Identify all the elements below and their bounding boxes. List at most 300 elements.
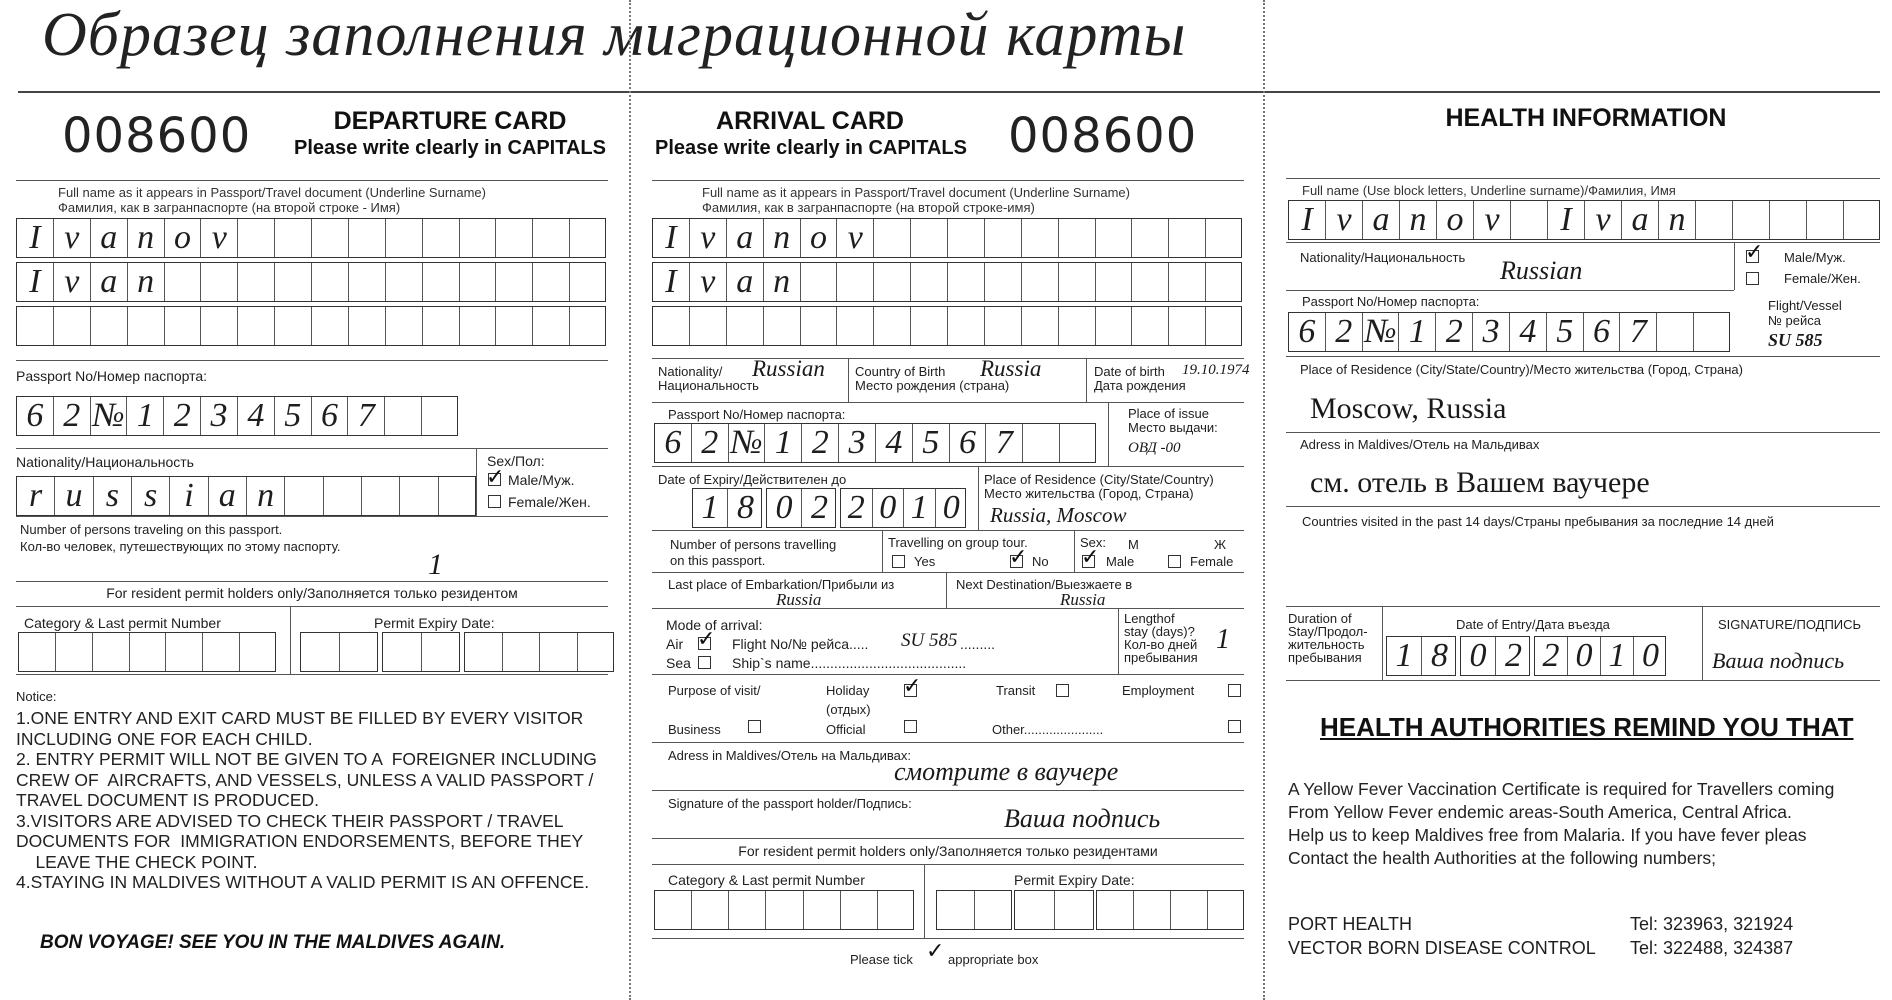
char-box[interactable] — [312, 263, 349, 301]
dep-bon-voyage: BON VOYAGE! SEE YOU IN THE MALDIVES AGAIN. — [40, 932, 506, 953]
arr-permit-day-field[interactable] — [936, 890, 1012, 930]
char-box[interactable]: I — [653, 219, 690, 257]
arr-transit-checkbox[interactable] — [1056, 684, 1069, 697]
char-box[interactable]: 2 — [1505, 637, 1522, 674]
char-box[interactable] — [275, 307, 312, 345]
health-address-value[interactable]: см. отель в Вашем ваучере — [1310, 466, 1650, 499]
char-box[interactable] — [837, 307, 874, 345]
char-box[interactable] — [460, 263, 497, 301]
arr-group-label: Travelling on group tour. — [888, 535, 1028, 550]
char-box[interactable]: a — [1622, 201, 1659, 239]
health-duration-label-4: пребывания — [1288, 650, 1362, 665]
char-box[interactable]: 2 — [1326, 313, 1363, 351]
char-box[interactable]: o — [165, 219, 202, 257]
char-box[interactable]: I — [17, 219, 54, 257]
char-box[interactable]: 2 — [1535, 637, 1568, 675]
dep-persons-value[interactable]: 1 — [428, 548, 443, 581]
dep-category-field[interactable] — [18, 632, 276, 672]
arr-group-no-tick-icon: ✓ — [1009, 544, 1028, 569]
health-passport-label: Passport No/Номер паспорта: — [1302, 294, 1480, 309]
char-box[interactable] — [533, 219, 570, 257]
arr-employment-label: Employment — [1122, 683, 1195, 698]
char-box[interactable]: 3 — [1473, 313, 1510, 351]
char-box[interactable]: I — [1289, 201, 1326, 239]
char-box[interactable] — [1015, 891, 1055, 929]
char-box[interactable] — [837, 263, 874, 301]
char-box[interactable] — [878, 891, 915, 929]
char-box[interactable]: 6 — [655, 424, 692, 462]
char-box[interactable] — [91, 307, 128, 345]
arr-group-yes-checkbox[interactable] — [892, 555, 905, 568]
char-box[interactable]: № — [91, 397, 128, 435]
char-box[interactable]: o — [1437, 201, 1474, 239]
arr-embark-value[interactable]: Russia — [776, 590, 822, 609]
char-box[interactable]: 1 — [693, 489, 728, 527]
char-box[interactable] — [362, 477, 400, 515]
char-box[interactable] — [312, 219, 349, 257]
page-heading: Образец заполнения миграционной карты — [42, 1, 1187, 69]
dep-name-extra-field[interactable] — [16, 306, 606, 346]
health-name-field[interactable] — [1288, 200, 1880, 240]
arr-business-checkbox[interactable] — [748, 720, 761, 733]
char-box[interactable] — [1694, 313, 1731, 351]
health-entry-label: Date of Entry/Дата въезда — [1456, 617, 1610, 632]
health-entry-year-field[interactable] — [1534, 636, 1666, 676]
char-box[interactable]: o — [801, 219, 838, 257]
char-box[interactable]: I — [653, 263, 690, 301]
arr-category-field[interactable] — [654, 890, 914, 930]
char-box[interactable] — [1022, 219, 1059, 257]
char-box[interactable] — [948, 219, 985, 257]
arr-dob-value[interactable]: 19.10.1974 — [1182, 362, 1250, 378]
health-port-tel[interactable]: Tel: 323963, 321924 — [1630, 914, 1794, 934]
char-box[interactable]: I — [17, 263, 54, 301]
char-box[interactable]: 6 — [17, 397, 54, 435]
char-box[interactable] — [460, 219, 497, 257]
char-box[interactable] — [533, 307, 570, 345]
char-box[interactable]: 4 — [1510, 313, 1547, 351]
char-box[interactable] — [238, 219, 275, 257]
arr-please-tick-icon: ✓ — [926, 938, 945, 963]
char-box[interactable]: 0 — [767, 489, 802, 527]
arr-official-checkbox[interactable] — [904, 720, 917, 733]
char-box[interactable] — [729, 891, 766, 929]
dep-expiry-month-field[interactable] — [382, 632, 460, 672]
arr-sex-m: M — [1128, 537, 1139, 552]
char-box[interactable]: r — [17, 477, 55, 515]
char-box[interactable] — [1060, 424, 1097, 462]
char-box[interactable]: 8 — [737, 489, 754, 526]
dep-passport-label: Passport No/Номер паспорта: — [16, 368, 208, 384]
char-box[interactable] — [841, 891, 878, 929]
health-flight-value[interactable]: SU 585 — [1768, 330, 1823, 350]
health-male-label: Male/Муж. — [1784, 250, 1846, 265]
text-line: Contact the health Authorities at the following numbers; — [1288, 848, 1717, 868]
char-box[interactable] — [422, 397, 459, 435]
char-box[interactable]: v — [837, 219, 874, 257]
char-box[interactable] — [165, 307, 202, 345]
arr-passport-field[interactable] — [654, 423, 1096, 463]
char-box[interactable]: 1 — [1399, 313, 1436, 351]
char-box[interactable] — [874, 307, 911, 345]
dep-female-checkbox[interactable] — [488, 495, 501, 508]
arr-air-label: Air — [666, 636, 684, 652]
char-box[interactable] — [1022, 307, 1059, 345]
char-box[interactable] — [1696, 201, 1733, 239]
char-box[interactable] — [1022, 263, 1059, 301]
char-box[interactable] — [496, 307, 533, 345]
char-box[interactable] — [312, 307, 349, 345]
char-box[interactable]: n — [764, 263, 801, 301]
arr-flight-value[interactable]: SU 585 — [901, 630, 958, 651]
char-box[interactable]: n — [1659, 201, 1696, 239]
char-box[interactable] — [201, 307, 238, 345]
char-box[interactable] — [570, 219, 607, 257]
char-box[interactable] — [203, 633, 240, 671]
arr-male-tick-icon: ✓ — [1081, 544, 1100, 569]
char-box[interactable]: 1 — [1601, 637, 1634, 675]
char-box[interactable]: 0 — [1642, 637, 1659, 674]
arr-expiry-day-field[interactable] — [692, 488, 762, 528]
char-box[interactable]: 3 — [839, 424, 876, 462]
char-box[interactable] — [948, 307, 985, 345]
arr-fullname-label-ru: Фамилия, как в загранпаспорте (на второй строке-имя) — [702, 200, 1035, 215]
char-box[interactable]: 0 — [942, 489, 960, 526]
arr-fullname-label: Full name as it appears in Passport/Travel document (Underline Surname) — [702, 185, 1130, 200]
text-line: CREW OF AIRCRAFTS, AND VESSELS, UNLESS A VALID PASSPORT / — [16, 769, 594, 790]
char-box[interactable] — [19, 633, 56, 671]
char-box[interactable] — [692, 891, 729, 929]
char-box[interactable] — [1208, 891, 1245, 929]
char-box[interactable] — [1055, 891, 1095, 929]
char-box[interactable] — [764, 307, 801, 345]
health-entry-month-field[interactable] — [1460, 636, 1530, 676]
char-box[interactable] — [937, 891, 975, 929]
char-box[interactable] — [465, 633, 503, 671]
health-passport-field[interactable] — [1288, 312, 1730, 352]
char-box[interactable] — [1097, 891, 1134, 929]
char-box[interactable] — [1023, 424, 1060, 462]
char-box[interactable]: 2 — [54, 397, 91, 435]
arr-sea-label: Sea — [666, 655, 691, 671]
char-box[interactable]: v — [1585, 201, 1622, 239]
char-box[interactable] — [324, 477, 362, 515]
char-box[interactable]: a — [1363, 201, 1400, 239]
char-box[interactable] — [911, 263, 948, 301]
char-box[interactable]: 2 — [811, 489, 828, 526]
char-box[interactable] — [1169, 263, 1206, 301]
char-box[interactable]: s — [132, 477, 170, 515]
dep-expiry-year-field[interactable] — [464, 632, 614, 672]
char-box[interactable]: № — [1363, 313, 1400, 351]
char-box[interactable] — [1132, 219, 1169, 257]
char-box[interactable]: 0 — [1568, 637, 1601, 675]
char-box[interactable]: 5 — [1547, 313, 1584, 351]
char-box[interactable] — [496, 219, 533, 257]
char-box[interactable] — [533, 263, 570, 301]
char-box[interactable]: 2 — [164, 397, 201, 435]
char-box[interactable]: v — [54, 219, 91, 257]
char-box[interactable] — [93, 633, 130, 671]
char-box[interactable] — [985, 307, 1022, 345]
char-box[interactable] — [275, 219, 312, 257]
char-box[interactable]: № — [729, 424, 766, 462]
arr-flight-label: Flight No/№ рейса..... — [732, 636, 869, 652]
char-box[interactable] — [1657, 313, 1694, 351]
char-box[interactable]: v — [54, 263, 91, 301]
char-box[interactable] — [386, 219, 423, 257]
char-box[interactable] — [1096, 219, 1133, 257]
char-box[interactable]: v — [1474, 201, 1511, 239]
char-box[interactable]: v — [1326, 201, 1363, 239]
char-box[interactable]: a — [209, 477, 247, 515]
char-box[interactable] — [540, 633, 578, 671]
char-box[interactable] — [238, 263, 275, 301]
char-box[interactable]: v — [201, 219, 238, 257]
char-box[interactable] — [349, 263, 386, 301]
char-box[interactable] — [165, 263, 202, 301]
char-box[interactable] — [948, 263, 985, 301]
char-box[interactable]: n — [247, 477, 285, 515]
arr-stay-value[interactable]: 1 — [1216, 624, 1230, 655]
char-box[interactable] — [804, 891, 841, 929]
char-box[interactable] — [975, 891, 1013, 929]
char-box[interactable] — [578, 633, 616, 671]
char-box[interactable] — [400, 477, 438, 515]
char-box[interactable] — [503, 633, 541, 671]
char-box[interactable]: 1 — [1387, 637, 1422, 675]
char-box[interactable] — [1511, 201, 1548, 239]
char-box[interactable]: 5 — [275, 397, 312, 435]
arr-group-yes-label: Yes — [914, 554, 936, 569]
char-box[interactable]: 7 — [986, 424, 1023, 462]
char-box[interactable]: 2 — [1436, 313, 1473, 351]
char-box[interactable] — [1169, 219, 1206, 257]
char-box[interactable] — [238, 307, 275, 345]
char-box[interactable] — [340, 633, 379, 671]
char-box[interactable] — [423, 219, 460, 257]
char-box[interactable] — [570, 307, 607, 345]
char-box[interactable] — [285, 477, 323, 515]
char-box[interactable] — [383, 633, 422, 671]
arr-next-value[interactable]: Russia — [1060, 590, 1106, 609]
char-box[interactable] — [201, 263, 238, 301]
arr-permit-year-field[interactable] — [1096, 890, 1244, 930]
char-box[interactable] — [1169, 307, 1206, 345]
char-box[interactable] — [349, 307, 386, 345]
char-box[interactable]: n — [128, 219, 165, 257]
dep-expiry-day-field[interactable] — [300, 632, 378, 672]
char-box[interactable] — [570, 263, 607, 301]
health-vector-tel[interactable]: Tel: 322488, 324387 — [1630, 938, 1794, 958]
char-box[interactable]: 4 — [238, 397, 275, 435]
char-box[interactable] — [460, 307, 497, 345]
health-nationality-label: Nationality/Национальность — [1300, 250, 1466, 265]
char-box[interactable] — [240, 633, 277, 671]
char-box[interactable] — [1171, 891, 1208, 929]
arr-country-birth-value[interactable]: Russia — [980, 356, 1042, 381]
health-female-checkbox[interactable] — [1746, 272, 1759, 285]
arr-other-label: Other...................... — [992, 722, 1104, 737]
char-box[interactable] — [423, 307, 460, 345]
char-box[interactable]: 4 — [876, 424, 913, 462]
arr-issue-label: Place of issue — [1128, 406, 1209, 421]
char-box[interactable] — [655, 891, 692, 929]
text-line: 3.VISITORS ARE ADVISED TO CHECK THEIR PASSPORT / TRAVEL — [16, 810, 564, 831]
cut-line-right — [1263, 0, 1265, 1000]
arr-surname-field[interactable] — [652, 218, 1242, 258]
char-box[interactable]: 3 — [201, 397, 238, 435]
arr-female-checkbox[interactable] — [1168, 555, 1181, 568]
char-box[interactable] — [496, 263, 533, 301]
arr-passport-label: Passport No/Номер паспорта: — [668, 407, 846, 422]
char-box[interactable] — [439, 477, 477, 515]
char-box[interactable]: n — [1400, 201, 1437, 239]
char-box[interactable]: s — [94, 477, 132, 515]
health-signature-label: SIGNATURE/ПОДПИСЬ — [1718, 617, 1862, 632]
char-box[interactable]: 2 — [841, 489, 873, 527]
arr-permit-month-field[interactable] — [1014, 890, 1094, 930]
char-box[interactable] — [1132, 307, 1169, 345]
char-box[interactable] — [690, 307, 727, 345]
health-flight-label: Flight/Vessel — [1768, 298, 1842, 313]
char-box[interactable] — [1206, 307, 1243, 345]
char-box[interactable]: 0 — [873, 489, 905, 527]
arr-issue-value[interactable]: ОВД -00 — [1128, 440, 1181, 456]
char-box[interactable]: 7 — [1620, 313, 1657, 351]
dep-nationality-field[interactable] — [16, 476, 476, 516]
char-box[interactable] — [54, 307, 91, 345]
char-box[interactable] — [1807, 201, 1844, 239]
health-entry-day-field[interactable] — [1386, 636, 1456, 676]
char-box[interactable] — [1132, 263, 1169, 301]
char-box[interactable] — [275, 263, 312, 301]
char-box[interactable]: v — [690, 219, 727, 257]
char-box[interactable]: 6 — [1289, 313, 1326, 351]
char-box[interactable]: 8 — [1431, 637, 1448, 674]
char-box[interactable] — [985, 263, 1022, 301]
text-line: DOCUMENTS FOR IMMIGRATION ENDORSEMENTS, BEFORE THEY — [16, 831, 584, 851]
char-box[interactable] — [911, 219, 948, 257]
char-box[interactable]: a — [727, 263, 764, 301]
char-box[interactable] — [874, 263, 911, 301]
char-box[interactable]: a — [727, 219, 764, 257]
dep-passport-field[interactable] — [16, 396, 458, 436]
char-box[interactable]: 6 — [1584, 313, 1621, 351]
arr-sea-checkbox[interactable] — [698, 656, 711, 669]
char-box[interactable] — [385, 397, 422, 435]
char-box[interactable] — [874, 219, 911, 257]
char-box[interactable] — [1059, 219, 1096, 257]
char-box[interactable] — [130, 633, 167, 671]
char-box[interactable] — [985, 219, 1022, 257]
char-box[interactable] — [801, 263, 838, 301]
char-box[interactable]: v — [690, 263, 727, 301]
arr-address-value[interactable]: смотрите в ваучере — [894, 757, 1119, 786]
dep-surname-field[interactable] — [16, 218, 606, 258]
char-box[interactable] — [1844, 201, 1881, 239]
char-box[interactable]: u — [55, 477, 93, 515]
char-box[interactable] — [166, 633, 203, 671]
char-box[interactable] — [349, 219, 386, 257]
health-signature-value[interactable]: Ваша подпись — [1712, 648, 1845, 673]
char-box[interactable] — [653, 307, 690, 345]
arr-dob-label: Date of birth — [1094, 364, 1165, 379]
char-box[interactable]: a — [91, 263, 128, 301]
char-box[interactable] — [1206, 219, 1243, 257]
char-box[interactable]: 2 — [802, 424, 839, 462]
char-box[interactable]: i — [170, 477, 208, 515]
arr-given-name-field[interactable] — [652, 262, 1242, 302]
arr-other-checkbox[interactable] — [1228, 720, 1241, 733]
arr-employment-checkbox[interactable] — [1228, 684, 1241, 697]
char-box[interactable] — [301, 633, 340, 671]
arr-nationality-value[interactable]: Russian — [752, 356, 825, 381]
arr-signature-value[interactable]: Ваша подпись — [1004, 804, 1161, 833]
char-box[interactable]: 6 — [312, 397, 349, 435]
arr-holiday-sub: (отдых) — [826, 702, 871, 717]
dep-notice-list — [16, 708, 597, 893]
char-box[interactable]: 7 — [348, 397, 385, 435]
health-residence-value[interactable]: Moscow, Russia — [1310, 392, 1507, 425]
char-box[interactable] — [1096, 307, 1133, 345]
char-box[interactable] — [386, 307, 423, 345]
arr-group-no-label: No — [1032, 554, 1049, 569]
char-box[interactable]: 0 — [1461, 637, 1496, 675]
char-box[interactable] — [727, 307, 764, 345]
char-box[interactable] — [17, 307, 54, 345]
char-box[interactable] — [1059, 307, 1096, 345]
char-box[interactable] — [386, 263, 423, 301]
arr-country-birth-label-ru: Место рождения (страна) — [855, 378, 1010, 393]
char-box[interactable]: a — [91, 219, 128, 257]
char-box[interactable]: 1 — [127, 397, 164, 435]
health-countries-label: Countries visited in the past 14 days/Страны пребывания за последние 14 дней — [1302, 514, 1774, 529]
dep-given-name-field[interactable] — [16, 262, 606, 302]
char-box[interactable]: n — [764, 219, 801, 257]
arr-expiry-month-field[interactable] — [766, 488, 836, 528]
arr-expiry-year-field[interactable] — [840, 488, 966, 528]
char-box[interactable] — [128, 307, 165, 345]
char-box[interactable] — [423, 263, 460, 301]
health-title: HEALTH INFORMATION — [1445, 104, 1727, 132]
arr-name-extra-field[interactable] — [652, 306, 1242, 346]
arr-permit-expiry-label: Permit Expiry Date: — [1014, 872, 1135, 888]
char-box[interactable]: I — [1548, 201, 1585, 239]
char-box[interactable]: 5 — [913, 424, 950, 462]
char-box[interactable] — [56, 633, 93, 671]
char-box[interactable] — [1770, 201, 1807, 239]
char-box[interactable] — [1134, 891, 1171, 929]
char-box[interactable]: 1 — [904, 489, 936, 527]
health-nationality-value[interactable]: Russian — [1500, 256, 1583, 285]
arr-residence-value[interactable]: Russia, Moscow — [990, 503, 1127, 527]
char-box[interactable] — [1206, 263, 1243, 301]
char-box[interactable]: n — [128, 263, 165, 301]
char-box[interactable] — [1733, 201, 1770, 239]
char-box[interactable] — [766, 891, 803, 929]
char-box[interactable] — [911, 307, 948, 345]
health-port-label: PORT HEALTH — [1288, 914, 1413, 934]
char-box[interactable] — [1059, 263, 1096, 301]
arr-mode-label: Mode of arrival: — [666, 617, 763, 633]
char-box[interactable]: 2 — [692, 424, 729, 462]
char-box[interactable] — [801, 307, 838, 345]
char-box[interactable] — [1096, 263, 1133, 301]
char-box[interactable] — [422, 633, 461, 671]
char-box[interactable]: 1 — [765, 424, 802, 462]
char-box[interactable]: 6 — [950, 424, 987, 462]
